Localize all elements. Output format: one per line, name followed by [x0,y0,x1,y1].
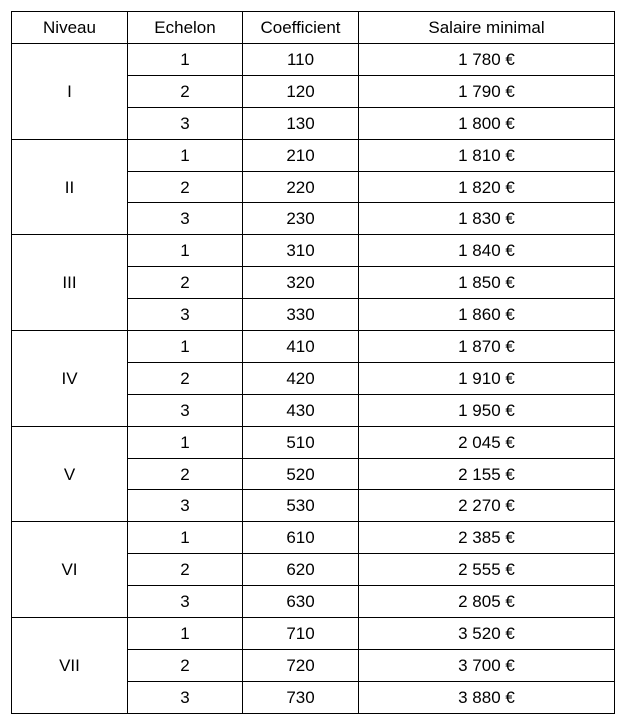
echelon-cell: 2 [128,267,243,299]
echelon-cell: 3 [128,107,243,139]
coefficient-cell: 230 [243,203,359,235]
salaire-cell: 1 910 € [359,362,615,394]
salaire-cell: 2 805 € [359,586,615,618]
coefficient-cell: 630 [243,586,359,618]
salaire-cell: 1 950 € [359,394,615,426]
coefficient-cell: 310 [243,235,359,267]
coefficient-cell: 730 [243,681,359,713]
table-row [12,44,615,76]
salaire-cell: 2 155 € [359,458,615,490]
salaire-cell: 3 520 € [359,618,615,650]
coefficient-cell: 410 [243,331,359,363]
salaire-cell: 1 810 € [359,139,615,171]
echelon-cell: 3 [128,681,243,713]
echelon-cell: 3 [128,203,243,235]
table-row [12,522,615,554]
echelon-cell: 1 [128,44,243,76]
coefficient-cell: 720 [243,649,359,681]
salaire-cell: 1 850 € [359,267,615,299]
table-row [12,235,615,267]
echelon-cell: 3 [128,490,243,522]
salaire-cell: 3 700 € [359,649,615,681]
header-coefficient: Coefficient [243,12,359,44]
echelon-cell: 3 [128,394,243,426]
salaire-cell: 1 780 € [359,44,615,76]
echelon-cell: 2 [128,649,243,681]
echelon-cell: 1 [128,139,243,171]
coefficient-cell: 710 [243,618,359,650]
salary-grid-table [11,11,615,714]
salaire-cell: 1 870 € [359,331,615,363]
header-salaire-minimal: Salaire minimal [359,12,615,44]
salaire-cell: 1 860 € [359,299,615,331]
coefficient-cell: 330 [243,299,359,331]
coefficient-cell: 610 [243,522,359,554]
echelon-cell: 1 [128,618,243,650]
coefficient-cell: 430 [243,394,359,426]
table-header [12,12,615,44]
echelon-cell: 2 [128,554,243,586]
echelon-cell: 2 [128,362,243,394]
coefficient-cell: 510 [243,426,359,458]
coefficient-cell: 620 [243,554,359,586]
coefficient-cell: 520 [243,458,359,490]
niveau-cell: II [12,139,128,235]
salaire-cell: 1 790 € [359,75,615,107]
header-niveau: Niveau [12,12,128,44]
niveau-cell: IV [12,331,128,427]
salaire-cell: 1 820 € [359,171,615,203]
echelon-cell: 3 [128,586,243,618]
niveau-cell: VI [12,522,128,618]
table-row [12,426,615,458]
echelon-cell: 1 [128,235,243,267]
echelon-cell: 2 [128,75,243,107]
salaire-cell: 2 385 € [359,522,615,554]
salaire-cell: 3 880 € [359,681,615,713]
salaire-cell: 2 045 € [359,426,615,458]
table-row [12,139,615,171]
niveau-cell: V [12,426,128,522]
coefficient-cell: 120 [243,75,359,107]
coefficient-cell: 320 [243,267,359,299]
salaire-cell: 1 840 € [359,235,615,267]
salaire-cell: 1 830 € [359,203,615,235]
coefficient-cell: 530 [243,490,359,522]
niveau-cell: III [12,235,128,331]
coefficient-cell: 210 [243,139,359,171]
salaire-cell: 1 800 € [359,107,615,139]
coefficient-cell: 110 [243,44,359,76]
coefficient-cell: 130 [243,107,359,139]
coefficient-cell: 420 [243,362,359,394]
header-row [12,12,615,44]
niveau-cell: I [12,44,128,140]
echelon-cell: 1 [128,426,243,458]
echelon-cell: 2 [128,171,243,203]
echelon-cell: 3 [128,299,243,331]
echelon-cell: 1 [128,331,243,363]
echelon-cell: 1 [128,522,243,554]
table-row [12,331,615,363]
table-body [12,44,615,714]
salaire-cell: 2 270 € [359,490,615,522]
coefficient-cell: 220 [243,171,359,203]
salaire-cell: 2 555 € [359,554,615,586]
echelon-cell: 2 [128,458,243,490]
table-row [12,618,615,650]
niveau-cell: VII [12,618,128,714]
header-echelon: Echelon [128,12,243,44]
